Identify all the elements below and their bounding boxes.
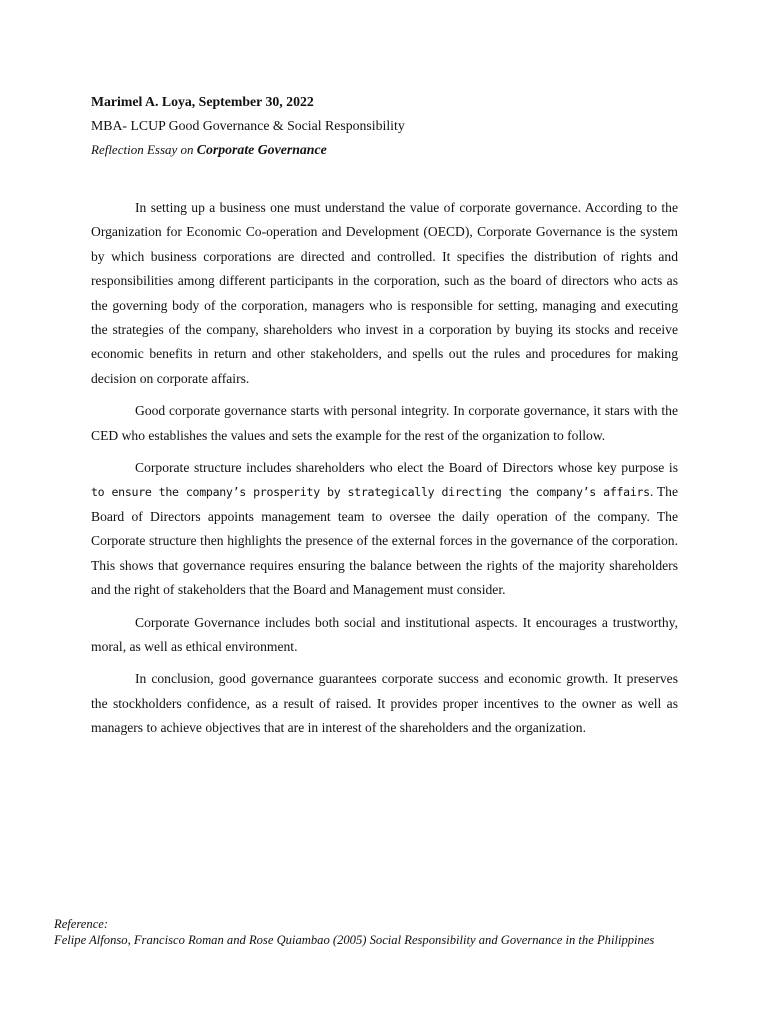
course-line: MBA- LCUP Good Governance & Social Responsibility xyxy=(91,118,405,133)
paragraph-intro: In setting up a business one must understand the value of corporate governance. According to the Organization for Economic Co-operation and Development (OECD), Corporate Governance is the system by which business corporations are directed and controlled. It specifies the distribution of rights and responsibilities among different participants in the corporation, such as the board of directors who acts as the governing body of the corporation, managers who is responsible for setting, managing and executing the strategies of the company, shareholders who invest in a corporation by buying its stocks and receive economic benefits in return and other stakeholders, and spells out the rules and procedures for making decision on corporate affairs. xyxy=(91,200,678,386)
paragraph-structure xyxy=(91,456,678,602)
paragraph-conclusion: In conclusion, good governance guarantees corporate success and economic growth. It preserves the stockholders confidence, as a result of raised. It provides proper incentives to the owner as well as managers to achieve objectives that are in interest of the shareholders and the organization. xyxy=(91,671,678,736)
structure-text-part1: Corporate structure includes shareholders who elect the Board of Directors whose key purpose is xyxy=(135,460,678,476)
essay-topic: Corporate Governance xyxy=(196,142,327,157)
author-date-line: Marimel A. Loya, September 30, 2022 xyxy=(91,94,314,109)
document-header xyxy=(91,92,691,160)
structure-text-part2: . The Board of Directors appoints management team to oversee the daily operation of the company. The Corporate structure then highlights the presence of the external forces in the governance of the corporation. This shows that governance requires ensuring the balance between the rights of the majority shareholders and the right of stakeholders that the Board and Management must consider. xyxy=(91,484,679,598)
structure-quoted-purpose: to ensure the company’s prosperity by strategically directing the company’s affairs xyxy=(91,485,650,500)
essay-title-line xyxy=(91,140,691,160)
paragraph-integrity: Good corporate governance starts with personal integrity. In corporate governance, it stars with the CED who establishes the values and sets the example for the rest of the organization to follow. xyxy=(91,403,678,443)
reference-section xyxy=(54,916,754,948)
essay-body xyxy=(91,196,678,749)
paragraph-aspects: Corporate Governance includes both social and institutional aspects. It encourages a trustworthy, moral, as well as ethical environment. xyxy=(91,614,678,654)
reference-citation: Felipe Alfonso, Francisco Roman and Rose Quiambao (2005) Social Responsibility and Governance in the Philippines xyxy=(54,933,655,947)
reference-label: Reference: xyxy=(54,917,109,931)
essay-title-prefix: Reflection Essay on xyxy=(91,142,197,157)
